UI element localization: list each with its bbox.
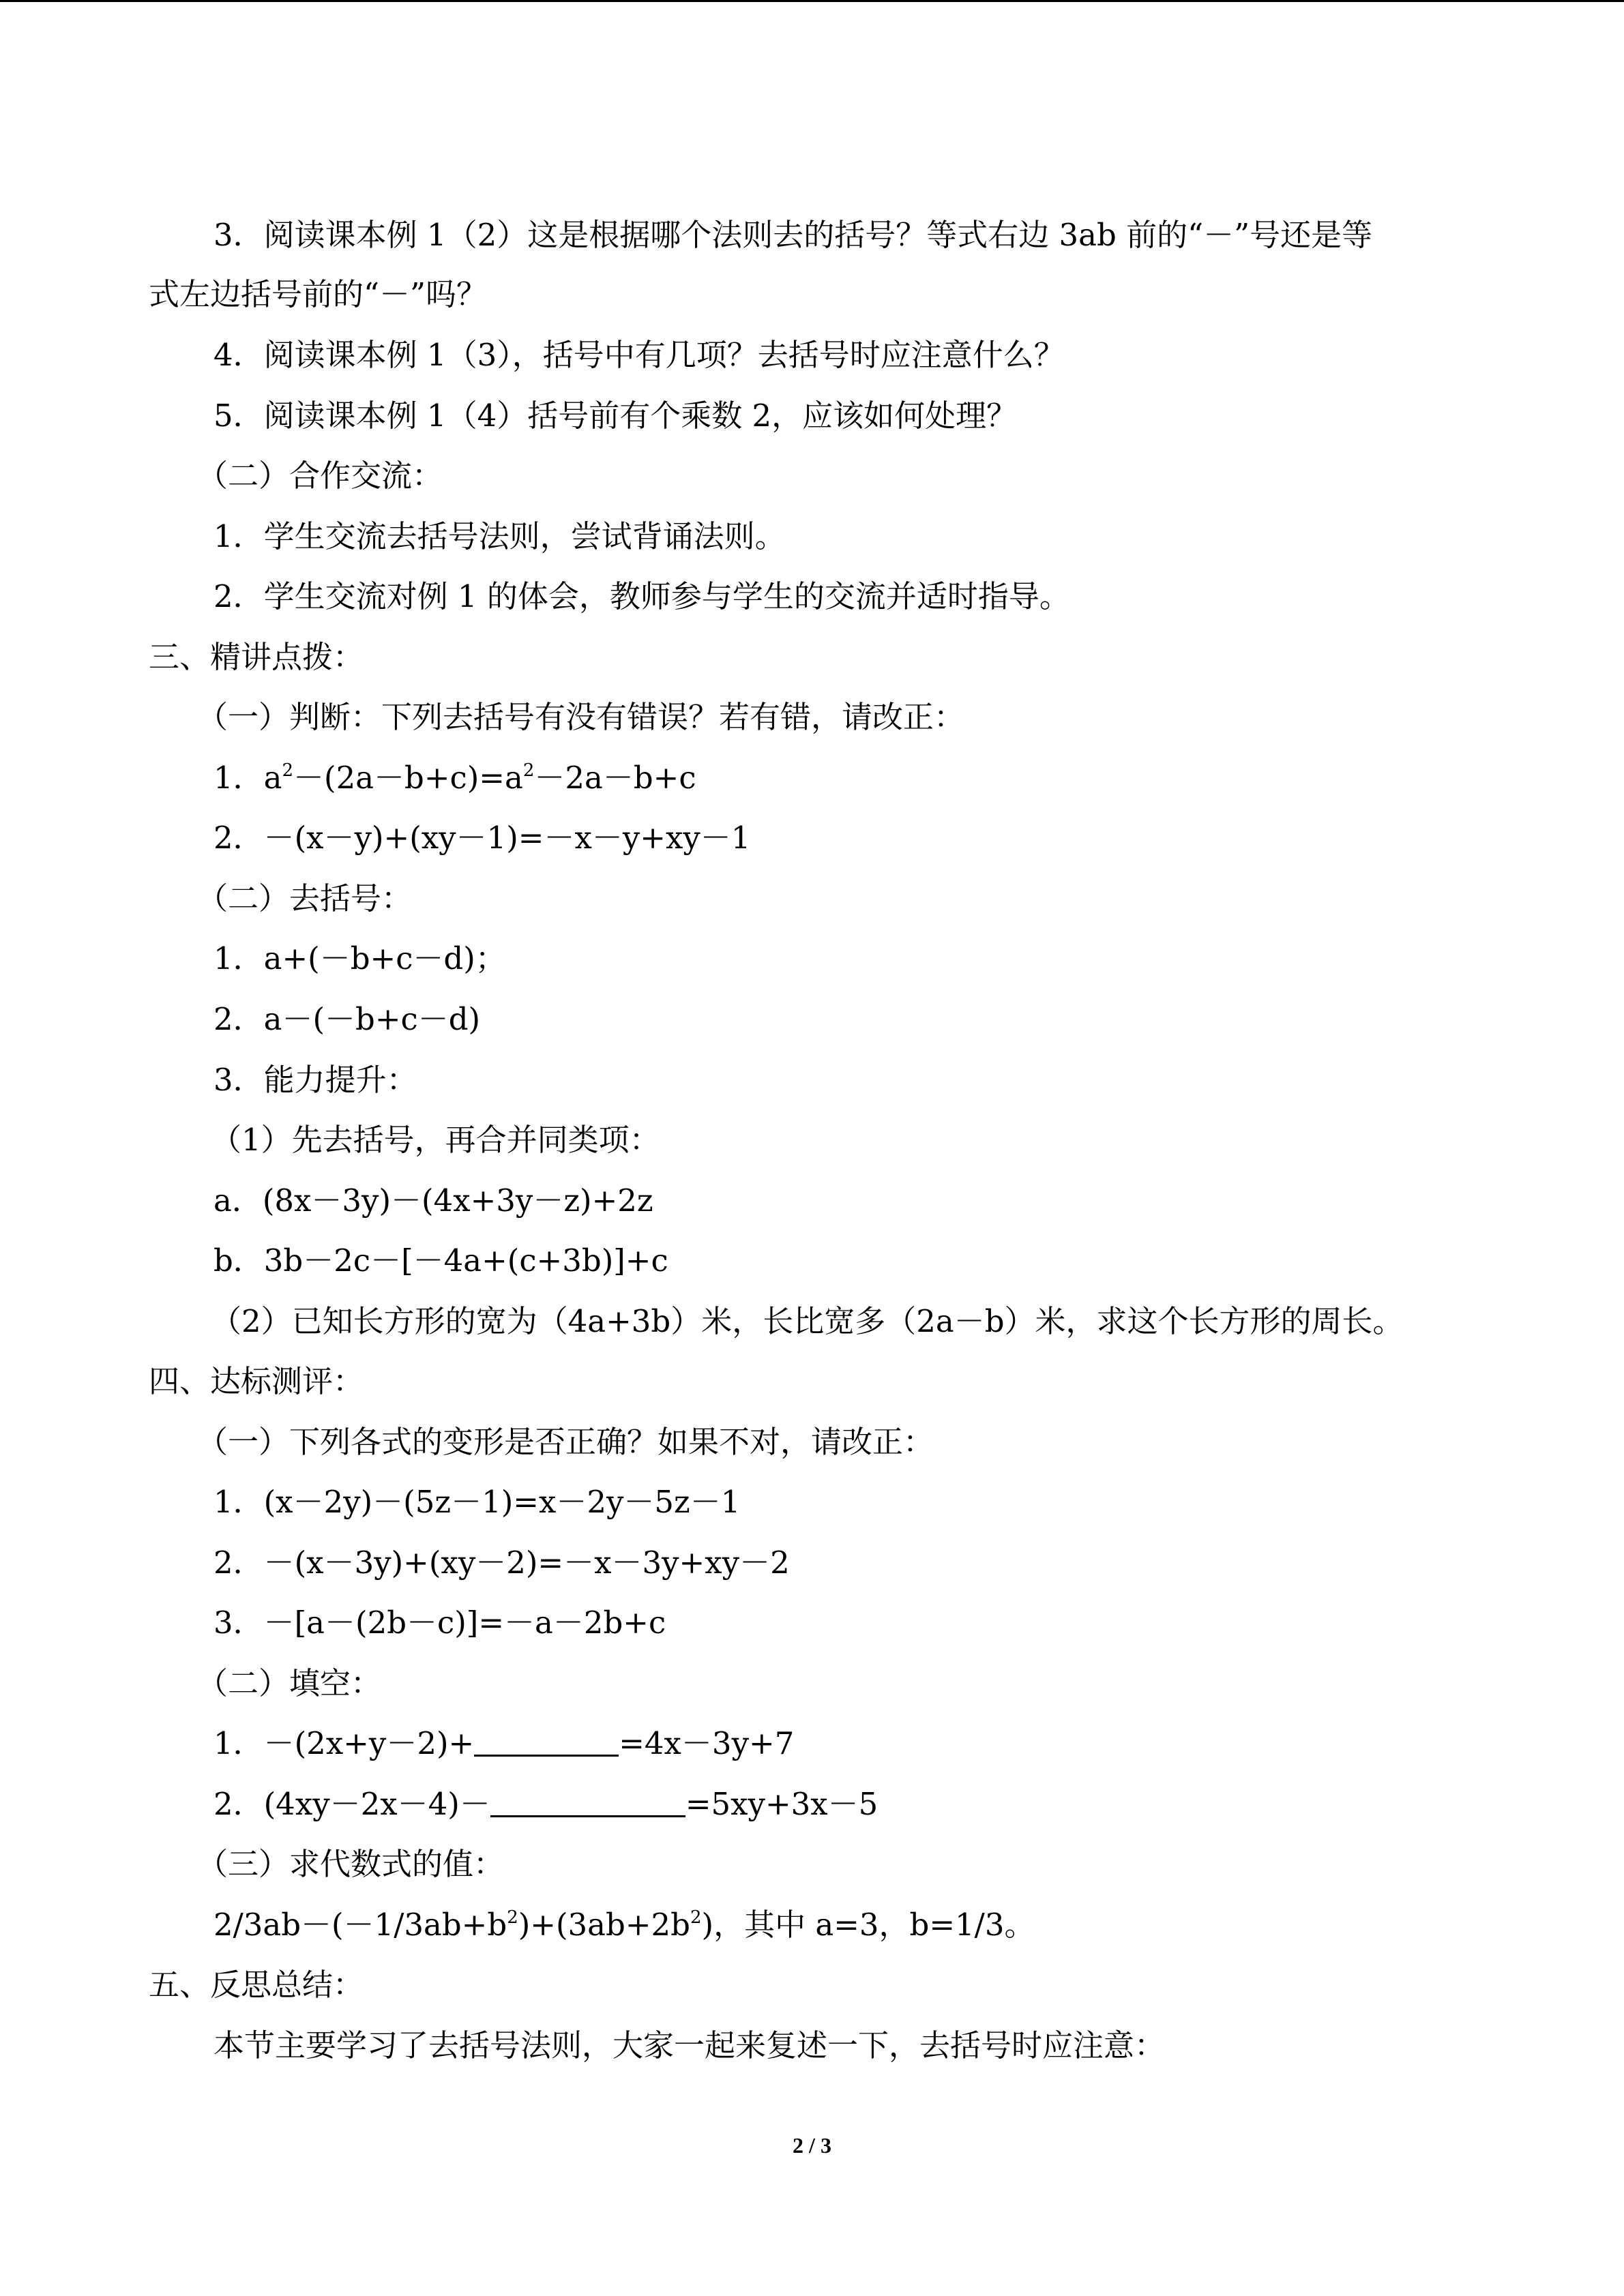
exponent: 2 [282, 760, 294, 781]
remove-item-1: 1．a+(－b+c－d)； [213, 940, 506, 976]
cooperation-item-1: 1．学生交流去括号法则，尝试背诵法则。 [213, 518, 786, 554]
ability-task-1: （1）先去括号，再合并同类项： [211, 1122, 660, 1158]
section-heading-explanation: 三、精讲点拨： [149, 639, 364, 675]
answer-blank [490, 1785, 685, 1817]
exponent: 2 [522, 760, 535, 781]
judge-item-1-part-2: －(2a－b+c)=a [293, 760, 523, 796]
section-heading-assessment: 四、达标测评： [149, 1363, 364, 1399]
ability-task-1-a: a．(8x－3y)－(4x+3y－z)+2z [213, 1182, 653, 1219]
subheading-correct-forms: （一）下列各式的变形是否正确？如果不对，请改正： [197, 1424, 934, 1460]
page-number: 2 / 3 [793, 2133, 831, 2158]
section-heading-reflection: 五、反思总结： [149, 1967, 364, 2003]
subheading-cooperation: （二）合作交流： [197, 458, 443, 494]
subheading-remove-brackets: （二）去括号： [197, 880, 413, 916]
fill-item-2 [213, 1784, 878, 1825]
judge-item-1-part-1: 1．a [213, 760, 282, 796]
question-5: 5．阅读课本例 1（4）括号前有个乘数 2，应该如何处理？ [213, 398, 1018, 434]
remove-item-2: 2．a－(－b+c－d) [213, 1001, 481, 1037]
fill-item-1-after: =4x－3y+7 [619, 1725, 795, 1761]
ability-heading: 3．能力提升： [213, 1062, 417, 1098]
correct-item-2: 2．－(x－3y)+(xy－2)=－x－3y+xy－2 [213, 1545, 790, 1581]
fill-item-1 [213, 1723, 794, 1764]
fill-item-2-before: 2．(4xy－2x－4)－ [213, 1786, 490, 1822]
correct-item-1: 1．(x－2y)－(5z－1)=x－2y－5z－1 [213, 1484, 741, 1520]
ability-task-1-b: b．3b－2c－[－4a+(c+3b)]+c [213, 1242, 668, 1279]
subheading-judge: （一）判断：下列去括号有没有错误？若有错，请改正： [197, 699, 965, 735]
question-3-line-1: 3．阅读课本例 1（2）这是根据哪个法则去的括号？等式右边 3ab 前的“－”号还是等 [213, 217, 1373, 253]
correct-item-3: 3．－[a－(2b－c)]=－a－2b+c [213, 1605, 666, 1641]
judge-item-1-part-3: －2a－b+c [534, 760, 696, 796]
judge-item-2: 2．－(x－y)+(xy－1)=－x－y+xy－1 [213, 820, 751, 856]
subheading-evaluate: （三）求代数式的值： [197, 1846, 505, 1882]
evaluate-part-1: 2/3ab－(－1/3ab+b [213, 1907, 507, 1943]
evaluate-part-2: )+(3ab+2b [518, 1907, 690, 1943]
evaluate-expression [213, 1905, 1035, 1945]
reflection-summary: 本节主要学习了去括号法则，大家一起来复述一下，去括号时应注意： [213, 2027, 1166, 2063]
ability-task-2: （2）已知长方形的宽为（4a+3b）米，长比宽多（2a－b）米，求这个长方形的周长。 [211, 1303, 1404, 1339]
exponent: 2 [507, 1907, 518, 1928]
cooperation-item-2: 2．学生交流对例 1 的体会，教师参与学生的交流并适时指导。 [213, 578, 1070, 614]
question-4: 4．阅读课本例 1（3），括号中有几项？去括号时应注意什么？ [213, 337, 1065, 373]
judge-item-1 [213, 758, 696, 799]
fill-item-1-before: 1．－(2x+y－2)+ [213, 1725, 475, 1761]
subheading-fill-blank: （二）填空： [197, 1665, 382, 1701]
exponent: 2 [690, 1907, 702, 1928]
evaluate-part-3: )，其中 a=3，b=1/3。 [701, 1907, 1035, 1943]
fill-item-2-after: =5xy+3x－5 [685, 1786, 879, 1822]
answer-blank [474, 1725, 619, 1757]
question-3-line-2: 式左边括号前的“－”吗？ [149, 276, 488, 312]
